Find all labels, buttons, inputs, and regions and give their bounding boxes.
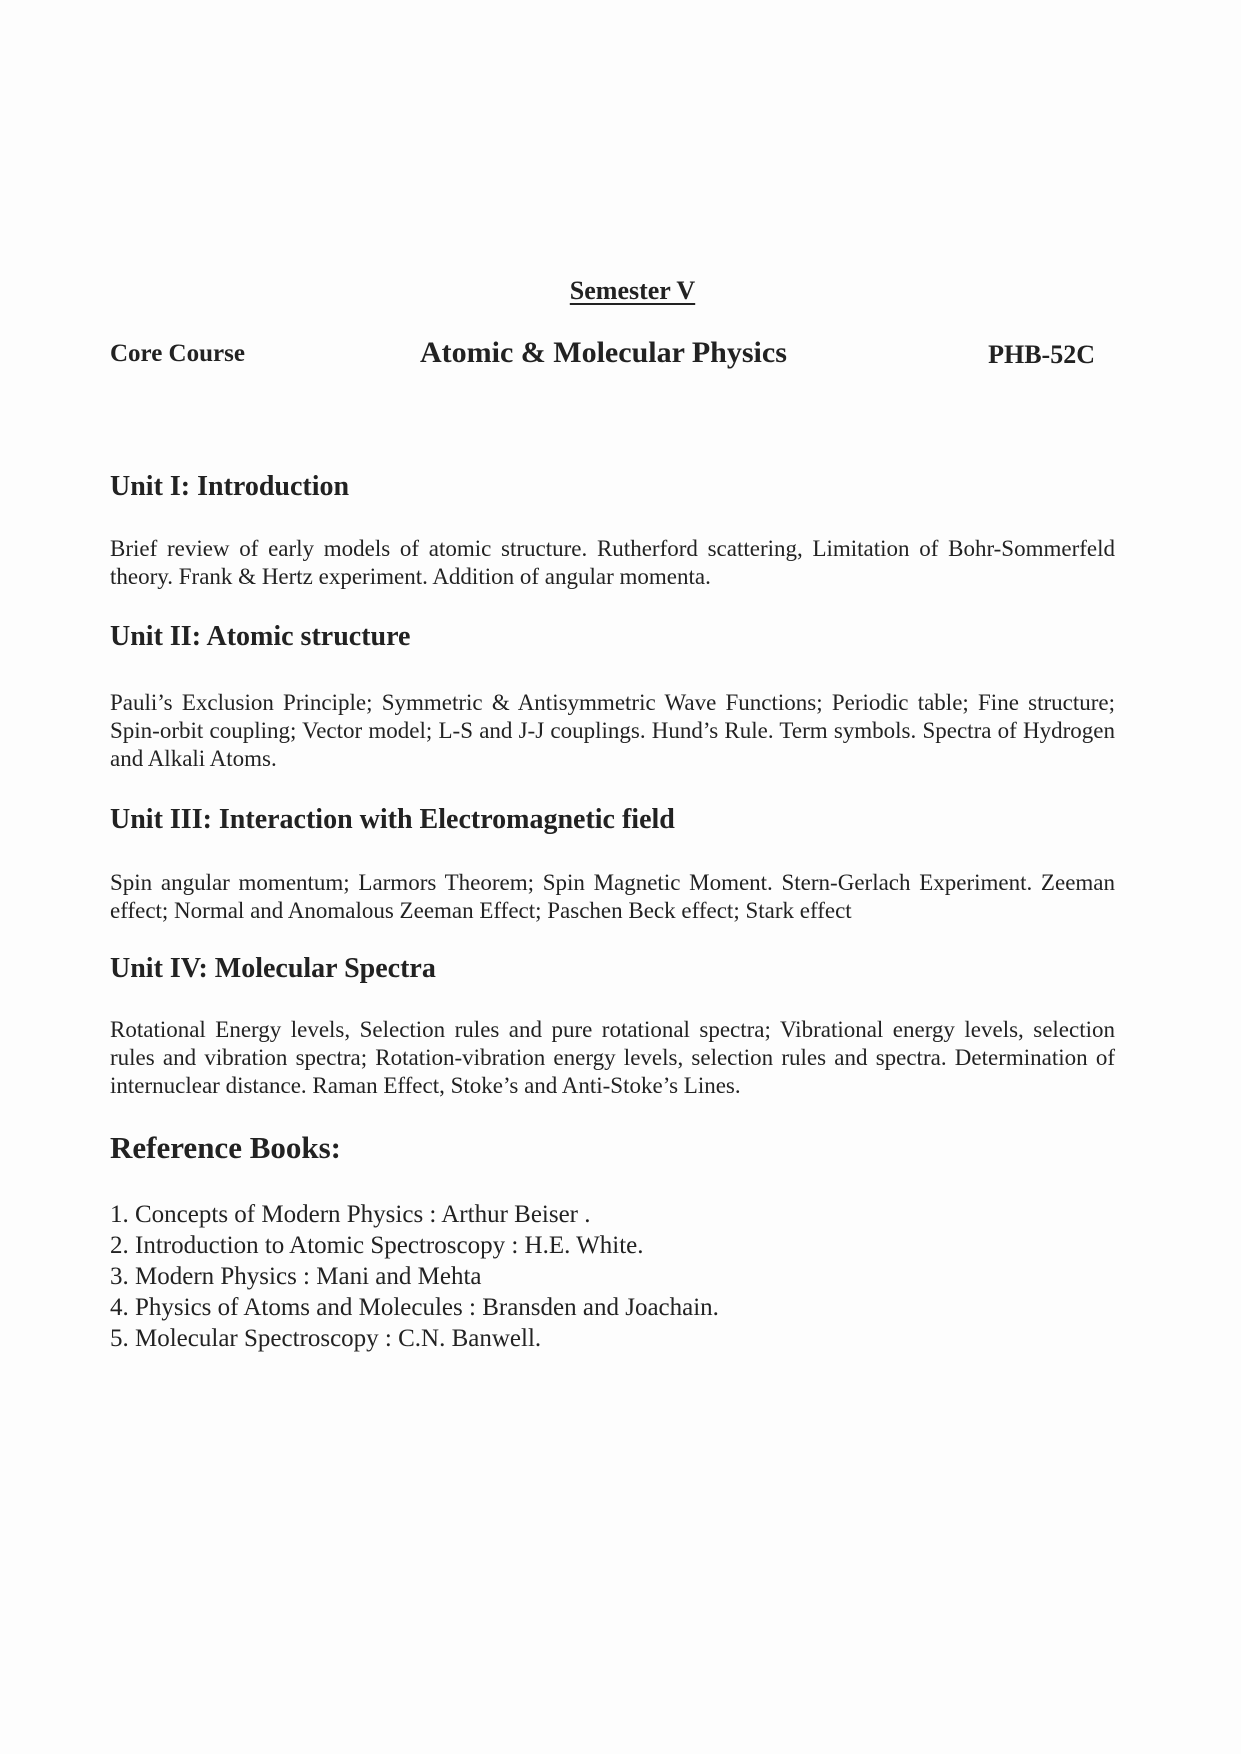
course-code: PHB-52C (988, 340, 1095, 369)
reference-books-heading: Reference Books: (110, 1130, 342, 1165)
reference-item: 5. Molecular Spectroscopy : C.N. Banwell. (110, 1325, 542, 1352)
reference-item: 3. Modern Physics : Mani and Mehta (110, 1263, 482, 1290)
reference-item: 2. Introduction to Atomic Spectroscopy : H.E. White. (110, 1232, 644, 1259)
unit-2-heading: Unit II: Atomic structure (110, 621, 411, 652)
reference-books-list (110, 1199, 719, 1354)
unit-1-heading: Unit I: Introduction (110, 471, 350, 502)
semester-heading (12, 276, 1241, 306)
course-header-row (110, 336, 1110, 376)
unit-3-body: Spin angular momentum; Larmors Theorem; Spin Magnetic Moment. Stern-Gerlach Experiment. Zeeman effect; Normal and Anomalous Zeeman Effect; Paschen Beck effect; Stark effect (110, 870, 1115, 923)
unit-2-body: Pauli’s Exclusion Principle; Symmetric & Antisymmetric Wave Functions; Periodic table; Fine structure; Spin-orbit coupling; Vector model; L-S and J-J couplings. Hund’s Rule. Term symbols. Spectra of Hydrogen and Alkali Atoms. (110, 690, 1115, 771)
unit-1-body: Brief review of early models of atomic structure. Rutherford scattering, Limitation of Bohr-Sommerfeld theory. Frank & Hertz experiment. Addition of angular momenta. (110, 536, 1115, 589)
reference-item: 4. Physics of Atoms and Molecules : Bransden and Joachain. (110, 1294, 719, 1321)
course-title: Atomic & Molecular Physics (420, 336, 787, 369)
unit-4-heading: Unit IV: Molecular Spectra (110, 953, 436, 984)
reference-item: 1. Concepts of Modern Physics : Arthur Beiser . (110, 1201, 591, 1228)
course-type: Core Course (110, 340, 245, 367)
semester-label: Semester V (569, 276, 696, 305)
unit-4-body: Rotational Energy levels, Selection rules and pure rotational spectra; Vibrational energy levels, selection rules and vibration spectra; Rotation-vibration energy levels, selection rules and spectra. Determination of internuclear distance. Raman Effect, Stoke’s and Anti-Stoke’s Lines. (110, 1017, 1115, 1098)
unit-3-heading: Unit III: Interaction with Electromagnetic field (110, 804, 675, 835)
